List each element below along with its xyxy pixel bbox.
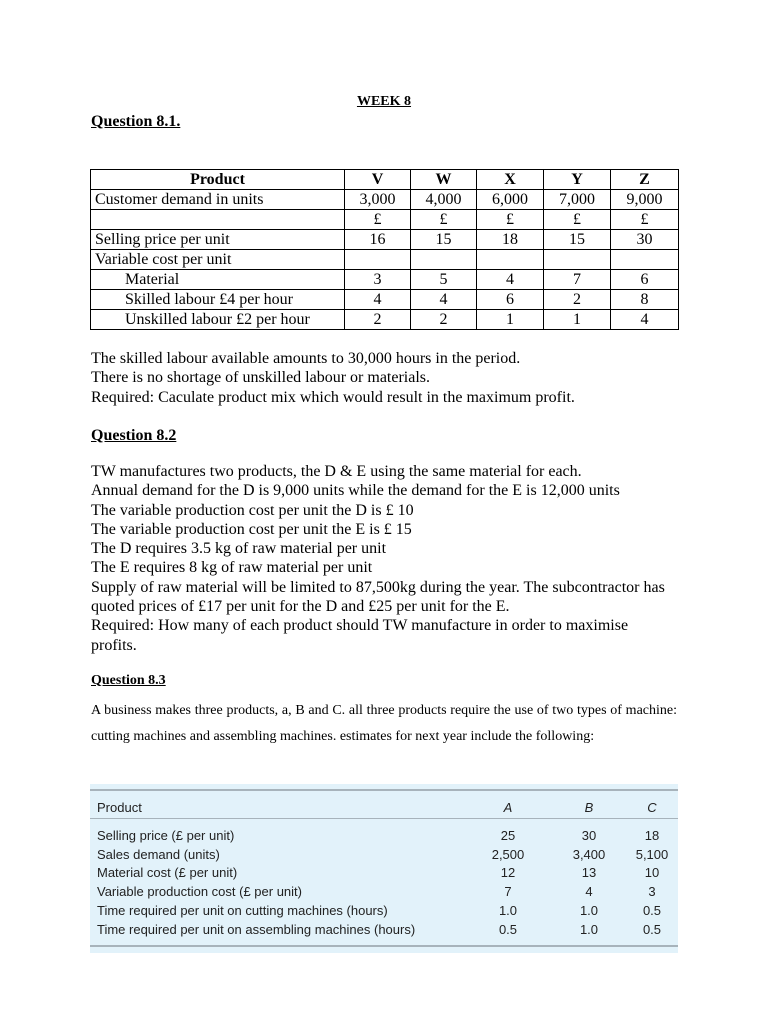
table-row	[91, 250, 679, 270]
table-cell: 18	[477, 230, 544, 250]
table-cell: 12	[500, 865, 516, 880]
table-header-cell: A	[503, 800, 513, 815]
table-cell: 2	[544, 290, 611, 310]
table-cell: 3	[648, 884, 656, 899]
text-line: profits.	[91, 636, 137, 654]
text-line: quoted prices of £17 per unit for the D and £25 per unit for the E.	[91, 598, 510, 616]
text-line: The D requires 3.5 kg of raw material per unit	[91, 540, 387, 558]
table-cell: 18	[644, 828, 660, 843]
table-cell: £	[345, 210, 411, 230]
question-8-3-text: A business makes three products, a, B and C. all three products require the use of two types of machine: cutting machines and assembling machines. estimates for next year include the following:	[91, 703, 677, 744]
machine-products-table	[90, 784, 678, 953]
table-rule	[90, 789, 678, 791]
table-cell: 7	[544, 270, 611, 290]
table-cell: 1.0	[498, 903, 518, 918]
text-line: The E requires 8 kg of raw material per unit	[91, 559, 373, 577]
table-cell: 10	[644, 865, 660, 880]
table-cell: Skilled labour £4 per hour	[91, 290, 345, 310]
text-line: The variable production cost per unit the D is £ 10	[91, 501, 414, 519]
table-cell: 0.5	[498, 922, 518, 937]
table-rule	[90, 945, 678, 947]
table-cell: Unskilled labour £2 per hour	[91, 310, 345, 330]
table-cell: 25	[500, 828, 516, 843]
table-cell: 8	[611, 290, 679, 310]
table-cell: 16	[345, 230, 411, 250]
table-header-cell: W	[411, 170, 477, 190]
table-cell: 7	[504, 884, 512, 899]
table-cell: £	[411, 210, 477, 230]
table-cell: 4	[411, 290, 477, 310]
table-cell: 4	[611, 310, 679, 330]
table-row	[91, 230, 679, 250]
text-line: TW manufactures two products, the D & E using the same material for each.	[91, 463, 582, 480]
table-cell: 5	[411, 270, 477, 290]
table-cell: 15	[544, 230, 611, 250]
table-cell: Material	[91, 270, 345, 290]
table-header-row	[91, 170, 679, 190]
table-cell: 6	[477, 290, 544, 310]
table-cell	[91, 210, 345, 230]
table-cell: 6	[611, 270, 679, 290]
table-row	[91, 290, 679, 310]
table-cell: 1	[544, 310, 611, 330]
table-cell: 0.5	[642, 903, 662, 918]
question-8-2-text	[91, 462, 691, 655]
table-cell: 3,400	[572, 847, 606, 862]
text-line: There is no shortage of unskilled labour or materials.	[91, 369, 431, 387]
table-cell: 15	[411, 230, 477, 250]
table-cell: 4	[477, 270, 544, 290]
week-title: WEEK 8	[356, 94, 412, 109]
table-cell: 1	[477, 310, 544, 330]
table-cell: £	[544, 210, 611, 230]
table-cell: Time required per unit on assembling machines (hours)	[97, 922, 416, 937]
table-cell: 1.0	[579, 903, 599, 918]
question-8-1-heading: Question 8.1.	[91, 113, 181, 130]
table-header-cell: C	[647, 800, 657, 815]
text-line: Supply of raw material will be limited to 87,500kg during the year. The subcontractor has	[91, 578, 665, 596]
table-row	[91, 190, 679, 210]
table-cell	[477, 250, 544, 270]
text-line: Required: How many of each product should TW manufacture in order to maximise	[91, 617, 629, 635]
table-header-cell: X	[477, 170, 544, 190]
table-cell: Selling price (£ per unit)	[97, 828, 235, 843]
table-cell: 3,000	[345, 190, 411, 210]
table-header-cell: V	[345, 170, 411, 190]
table-cell: Time required per unit on cutting machines (hours)	[97, 903, 388, 918]
table-cell: 4	[345, 290, 411, 310]
table-row	[91, 210, 679, 230]
table-cell	[611, 250, 679, 270]
table-cell: 2,500	[491, 847, 525, 862]
table-cell: 1.0	[579, 922, 599, 937]
table-cell: 13	[581, 865, 597, 880]
table-cell	[544, 250, 611, 270]
table-cell: 4	[585, 884, 593, 899]
table-cell: Selling price per unit	[91, 230, 345, 250]
question-8-3-heading: Question 8.3	[91, 673, 166, 688]
table-header-cell: Y	[544, 170, 611, 190]
table-cell: 7,000	[544, 190, 611, 210]
table-cell: Sales demand (units)	[97, 847, 220, 862]
table-cell: 9,000	[611, 190, 679, 210]
table-cell: Customer demand in units	[91, 190, 345, 210]
table-cell: 30	[581, 828, 597, 843]
text-line: The skilled labour available amounts to 30,000 hours in the period.	[91, 350, 521, 367]
table-cell: £	[477, 210, 544, 230]
text-line: Required: Caculate product mix which would result in the maximum profit.	[91, 388, 575, 406]
table-header-cell: Z	[611, 170, 679, 190]
table-rule	[90, 818, 678, 819]
table-cell: £	[611, 210, 679, 230]
table-cell	[411, 250, 477, 270]
question-8-1-text	[91, 349, 691, 407]
table-cell: 0.5	[642, 922, 662, 937]
text-line: Annual demand for the D is 9,000 units while the demand for the E is 12,000 units	[91, 482, 620, 500]
table-cell	[345, 250, 411, 270]
table-header-cell: B	[584, 800, 594, 815]
table-cell: Variable cost per unit	[91, 250, 345, 270]
table-header-cell: Product	[91, 170, 345, 190]
table-cell: Variable production cost (£ per unit)	[97, 884, 302, 899]
table-row	[91, 270, 679, 290]
table-cell: 2	[345, 310, 411, 330]
table-header-cell: Product	[97, 800, 142, 815]
product-table	[90, 169, 679, 330]
table-cell: Material cost (£ per unit)	[97, 865, 238, 880]
table-cell: 30	[611, 230, 679, 250]
table-cell: 4,000	[411, 190, 477, 210]
table-row	[91, 310, 679, 330]
table-cell: 2	[411, 310, 477, 330]
table-cell: 3	[345, 270, 411, 290]
text-line: The variable production cost per unit the E is £ 15	[91, 520, 412, 538]
question-8-2-heading: Question 8.2	[91, 427, 177, 444]
table-cell: 6,000	[477, 190, 544, 210]
table-cell: 5,100	[635, 847, 669, 862]
